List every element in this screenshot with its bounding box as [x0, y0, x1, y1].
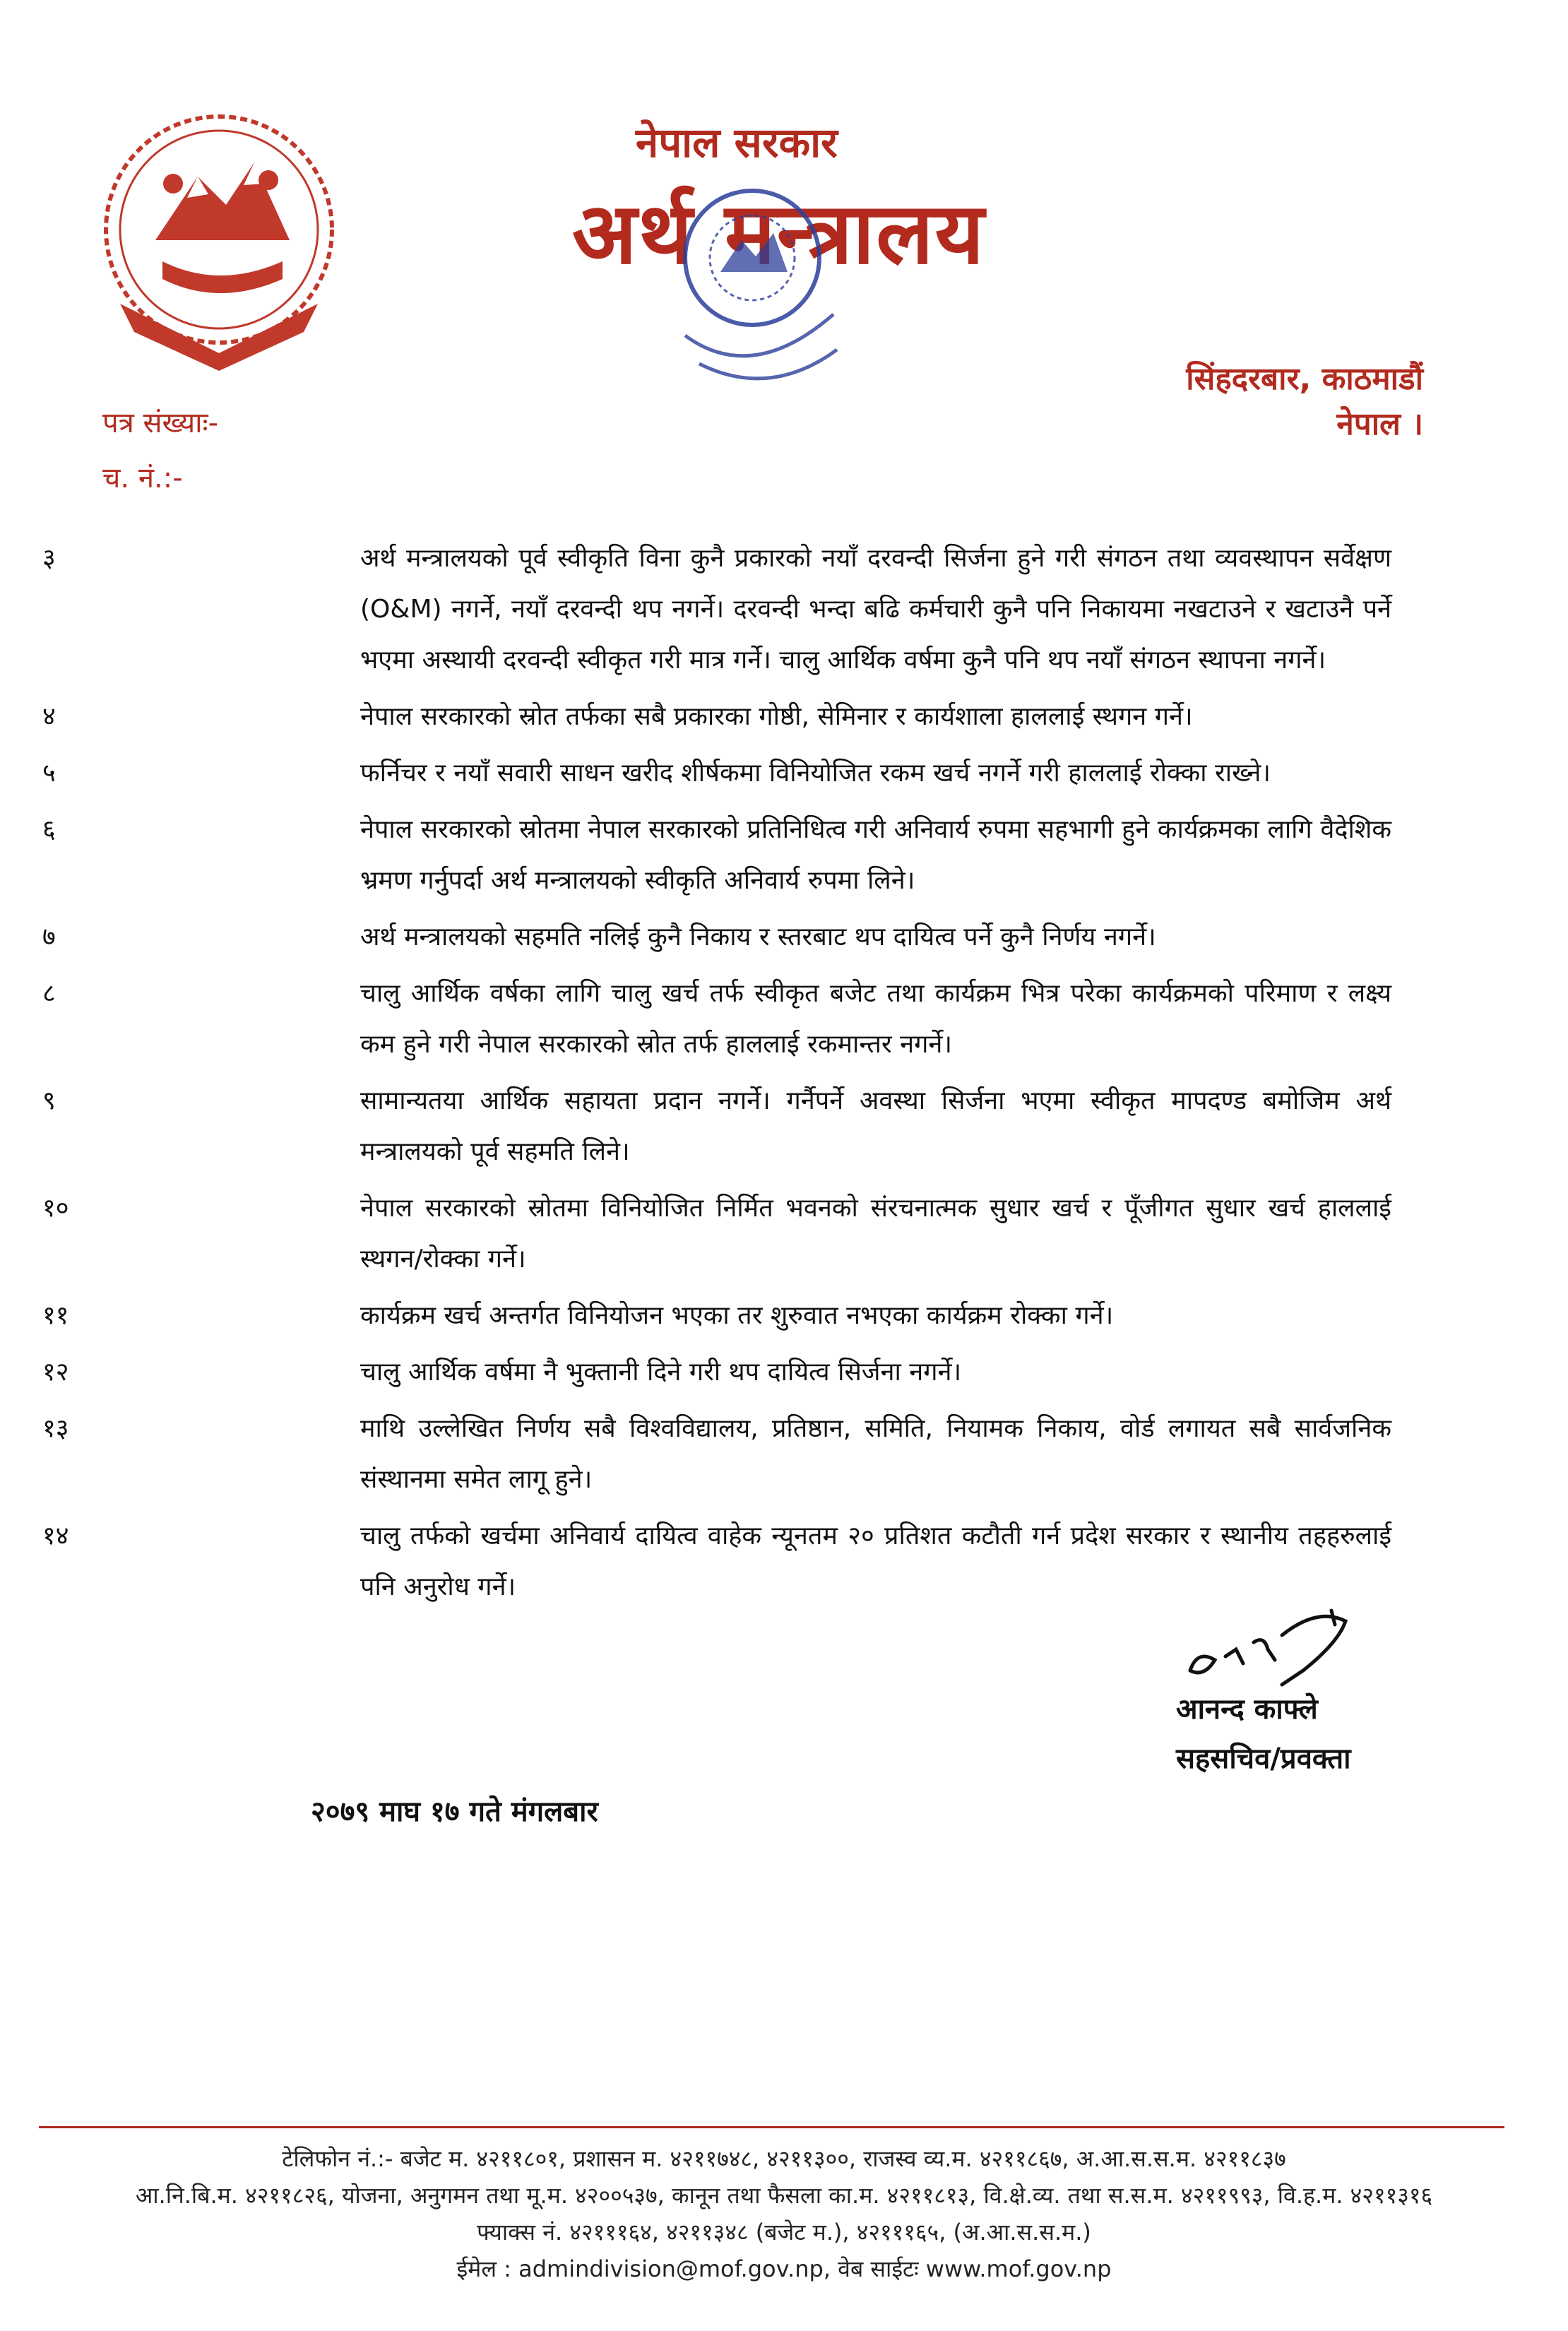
- item-number: १२: [42, 1358, 69, 1387]
- list-item: [42, 1291, 1391, 1341]
- list-item: [42, 748, 1391, 799]
- ministry-title: अर्थ मन्त्रालय: [572, 184, 986, 283]
- footer-telephone-continued: आ.नि.बि.म. ४२११८२६, योजना, अनुगमन तथा मू.म. ४२००५३७, कानून तथा फैसला का.म. ४२११८१३, वि.क्षे.व्य. तथा स.स.म. ४२११९९३, वि.ह.म. ४२११३१६: [135, 2182, 1433, 2209]
- item-text: अर्थ मन्त्रालयको पूर्व स्वीकृति विना कुनै प्रकारको नयाँ दरवन्दी सिर्जना हुने गरी संगठन तथा व्यवस्थापन सर्वेक्षण (O&M) नगर्ने, नयाँ दरवन्दी थप नगर्ने। दरवन्दी भन्दा बढि कर्मचारी कुनै पनि निकायमा नखटाउने र खटाउनै पर्ने भएमा अस्थायी दरवन्दी स्वीकृत गरी मात्र गर्ने। चालु आर्थिक वर्षमा कुनै पनि थप नयाँ संगठन स्थापना नगर्ने।: [360, 544, 1391, 675]
- government-title: नेपाल सरकार: [636, 119, 838, 167]
- letter-references: [102, 396, 218, 506]
- dispatch-number: च. नं.:-: [102, 462, 183, 494]
- list-item: [42, 805, 1391, 906]
- footer-telephone: टेलिफोन नं.:- बजेट म. ४२११८०१, प्रशासन म. ४२११७४८, ४२११३००, राजस्व व्य.म. ४२११८६७, अ.आ.स.स.म. ४२११८३७: [282, 2145, 1286, 2172]
- list-item: [42, 968, 1391, 1070]
- footer-fax: फ्याक्स नं. ४२१११६४, ४२११३४८ (बजेट म.), ४२१११६५, (अ.आ.स.स.म.): [477, 2219, 1091, 2246]
- list-item: [42, 1183, 1391, 1285]
- list-item: [42, 692, 1391, 742]
- item-number: १३: [42, 1414, 69, 1443]
- letter-date: २०७९ माघ १७ गते मंगलबार: [311, 1796, 598, 1828]
- footer-divider: [39, 2126, 1504, 2128]
- footer-email-website: ईमेल : admindivision@mof.gov.np, वेब साईटः www.mof.gov.np: [456, 2255, 1112, 2282]
- item-number: ९: [42, 1086, 56, 1115]
- signer-title: सहसचिव/प्रवक्ता: [1176, 1743, 1351, 1775]
- item-number: १०: [42, 1194, 69, 1223]
- item-number: ६: [42, 815, 56, 844]
- item-text: चालु आर्थिक वर्षका लागि चालु खर्च तर्फ स्वीकृत बजेट तथा कार्यक्रम भित्र परेका कार्यक्रमको परिमाण र लक्ष्य कम हुने गरी नेपाल सरकारको स्रोत तर्फ हाललाई रकमान्तर नगर्ने।: [360, 979, 1391, 1059]
- location-country: नेपाल ।: [1336, 406, 1423, 442]
- location-city: सिंहदरबार, काठमाडौं: [1186, 361, 1423, 397]
- letter-number: पत्र संख्याः-: [102, 407, 219, 439]
- item-text: माथि उल्लेखित निर्णय सबै विश्वविद्यालय, प्रतिष्ठान, समिति, नियामक निकाय, वोर्ड लगायत सबै सार्वजनिक संस्थानमा समेत लागू हुने।: [360, 1414, 1391, 1494]
- list-item: [42, 533, 1391, 686]
- item-text: कार्यक्रम खर्च अन्तर्गत विनियोजन भएका तर शुरुवात नभएका कार्यक्रम रोक्का गर्ने।: [360, 1301, 1114, 1330]
- item-number: ८: [42, 979, 56, 1008]
- decision-list: [42, 533, 1391, 1618]
- ministry-stamp-icon: [636, 173, 869, 406]
- item-number: ११: [42, 1301, 69, 1330]
- item-number: ३: [42, 544, 56, 573]
- footer-contact: [0, 2140, 1568, 2287]
- item-text: फर्निचर र नयाँ सवारी साधन खरीद शीर्षकमा विनियोजित रकम खर्च नगर्ने गरी हाललाई रोक्का राख्ने।: [360, 759, 1271, 788]
- office-location: [1186, 357, 1423, 447]
- item-text: नेपाल सरकारको स्रोतमा विनियोजित निर्मित भवनको संरचनात्मक सुधार खर्च र पूँजीगत सुधार खर्च हाललाई स्थगन/रोक्का गर्ने।: [360, 1194, 1391, 1274]
- signer-name: आनन्द काफ्ले: [1176, 1693, 1318, 1726]
- item-number: १४: [42, 1522, 69, 1550]
- item-number: ५: [42, 759, 56, 788]
- list-item: [42, 1404, 1391, 1505]
- item-text: चालु तर्फको खर्चमा अनिवार्य दायित्व वाहेक न्यूनतम २० प्रतिशत कटौती गर्न प्रदेश सरकार र स्थानीय तहहरुलाई पनि अनुरोध गर्ने।: [360, 1522, 1391, 1601]
- item-text: नेपाल सरकारको स्रोतमा नेपाल सरकारको प्रतिनिधित्व गरी अनिवार्य रुपमा सहभागी हुने कार्यक्रमका लागि वैदेशिक भ्रमण गर्नुपर्दा अर्थ मन्त्रालयको स्वीकृति अनिवार्य रुपमा लिने।: [360, 815, 1391, 895]
- list-item: [42, 912, 1391, 963]
- item-text: अर्थ मन्त्रालयको सहमति नलिई कुनै निकाय र स्तरबाट थप दायित्व पर्ने कुनै निर्णय नगर्ने।: [360, 923, 1156, 951]
- item-number: ७: [42, 923, 56, 951]
- item-number: ४: [42, 702, 56, 731]
- list-item: [42, 1076, 1391, 1178]
- list-item: [42, 1347, 1391, 1398]
- item-text: सामान्यतया आर्थिक सहायता प्रदान नगर्ने। गर्नैपर्ने अवस्था सिर्जना भएमा स्वीकृत मापदण्ड बमोजिम अर्थ मन्त्रालयको पूर्व सहमति लिने।: [360, 1086, 1391, 1166]
- item-text: नेपाल सरकारको स्रोत तर्फका सबै प्रकारका गोष्ठी, सेमिनार र कार्यशाला हाललाई स्थगन गर्ने।: [360, 702, 1193, 731]
- nepal-emblem-icon: [78, 99, 360, 381]
- item-text: चालु आर्थिक वर्षमा नै भुक्तानी दिने गरी थप दायित्व सिर्जना नगर्ने।: [360, 1358, 962, 1387]
